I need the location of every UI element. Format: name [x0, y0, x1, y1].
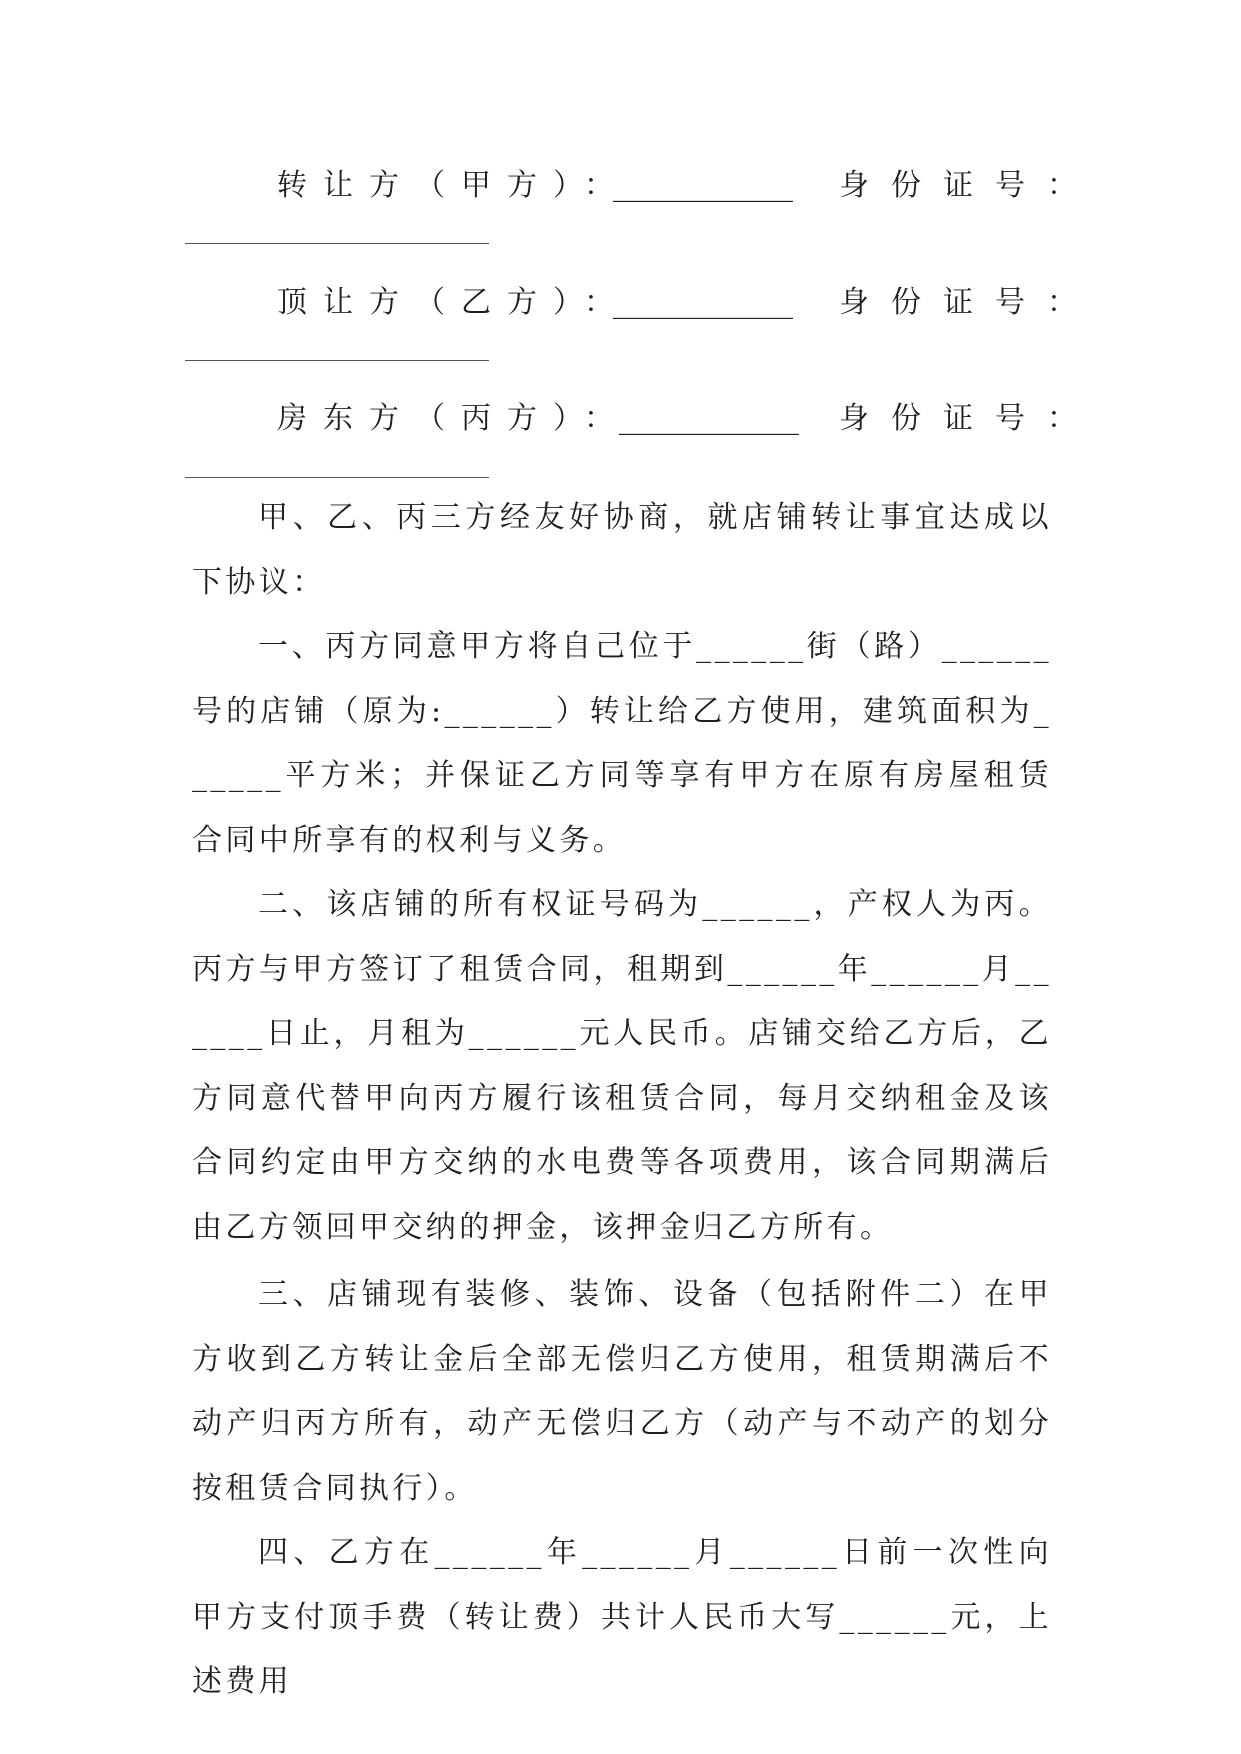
party-landlord-label: 房东方（丙方）： — [277, 401, 630, 436]
party-transferee-id-label: 身份证号： — [839, 285, 1099, 320]
clause-1-paragraph: 一、丙方同意甲方将自己位于______街（路）______号的店铺（原为:______）转让给乙方使用，建筑面积为______平方米；并保证乙方同等享有甲方在原有房屋租赁合同中所享有的权利与义务。 — [192, 629, 1052, 858]
party-landlord-id-label: 身份证号： — [839, 401, 1099, 436]
intro-paragraph: 甲、乙、丙三方经友好协商，就店铺转让事宜达成以下协议： — [192, 500, 1052, 600]
party-transferor-label: 转让方（甲方）： — [277, 168, 630, 203]
party-transferee-name-blank: ____________ — [613, 285, 793, 320]
clause-3-paragraph: 三、店铺现有装修、装饰、设备（包括附件二）在甲方收到乙方转让金后全部无偿归乙方使用，租赁期满后不动产归丙方所有，动产无偿归乙方（动产与不动产的划分按租赁合同执行）。 — [192, 1277, 1052, 1506]
party-transferee-line — [185, 278, 1099, 328]
party-transferor-id-label: 身份证号： — [839, 168, 1099, 203]
party-transferee-label: 顶让方（乙方）： — [277, 285, 630, 320]
party-transferee-id-blank — [185, 360, 489, 363]
party-transferor-name-blank: ____________ — [613, 168, 793, 203]
party-landlord-line — [185, 394, 1099, 444]
party-transferor-id-blank — [185, 243, 489, 246]
clause-2-paragraph: 二、该店铺的所有权证号码为______，产权人为丙。丙方与甲方签订了租赁合同，租期到______年______月______日止，月租为______元人民币。店铺交给乙方后，乙方同意代替甲向丙方履行该租赁合同，每月交纳租金及该合同约定由甲方交纳的水电费等各项费用，该合同期满后由乙方领回甲交纳的押金，该押金归乙方所有。 — [192, 887, 1052, 1245]
clause-4-paragraph: 四、乙方在______年______月______日前一次性向甲方支付顶手费（转让费）共计人民币大写______元，上述费用 — [192, 1535, 1052, 1700]
party-transferor-line — [185, 161, 1099, 211]
party-landlord-name-blank: ____________ — [619, 401, 799, 436]
party-landlord-id-blank — [185, 477, 489, 480]
